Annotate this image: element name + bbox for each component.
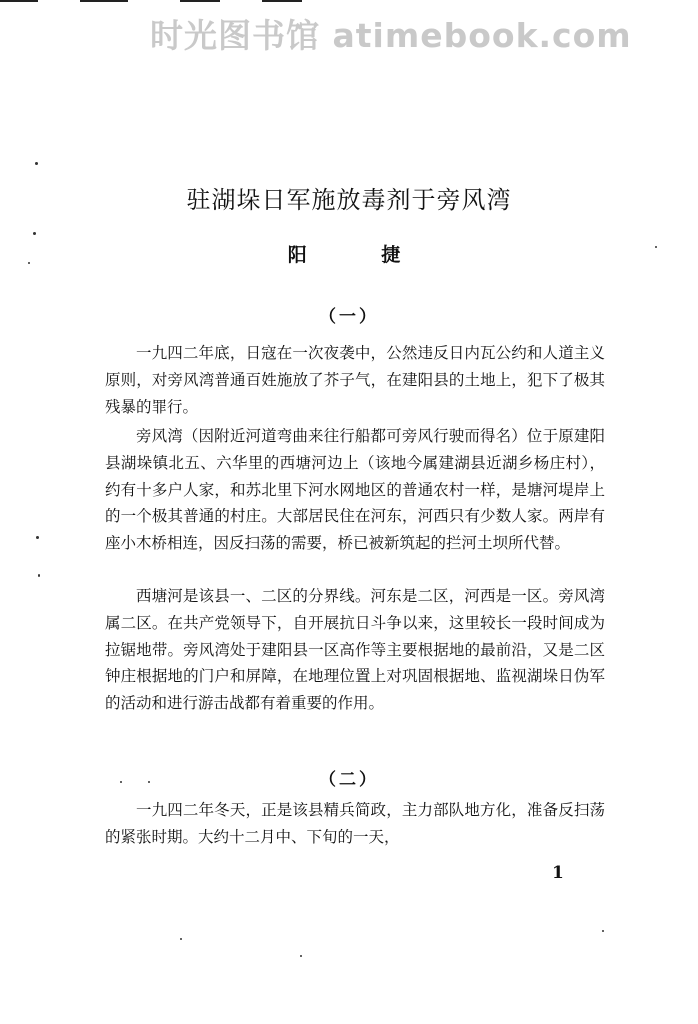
scan-speck (35, 162, 38, 165)
scan-speck (602, 930, 604, 932)
edge-mark (180, 0, 220, 2)
paragraph: 旁风湾（因附近河道弯曲来往行船都可旁风行驶而得名）位于原建阳县湖垛镇北五、六华里的西塘河边上（该地今属建湖县近湖乡杨庄村），约有十多户人家，和苏北里下河水网地区的普通农村一样，是塘河堤岸上的一个极其普通的村庄。大部居民住在河东，河西只有少数人家。两岸有座小木桥相连，因反扫荡的需要，桥已被新筑起的拦河土坝所代替。 (105, 427, 605, 553)
section-heading-1: （一） (319, 307, 379, 327)
page-number: 1 (552, 863, 564, 883)
paragraph: 一九四二年底，日寇在一次夜袭中，公然违反日内瓦公约和人道主义原则，对旁风湾普通百姓施放了芥子气，在建阳县的土地上，犯下了极其残暴的罪行。 (105, 344, 605, 416)
article-title: 驻湖垛日军施放毒剂于旁风湾 (186, 186, 512, 214)
scan-speck (655, 246, 657, 248)
scan-speck (148, 781, 150, 783)
article-author: 阳 捷 (287, 244, 435, 266)
scan-speck (300, 955, 302, 957)
paragraph: 一九四二年冬天，正是该县精兵简政，主力部队地方化，准备反扫荡的紧张时期。大约十二月中、下旬的一天， (105, 801, 605, 846)
edge-mark (0, 0, 38, 2)
watermark: 时光图书馆 atimebook.com (150, 16, 632, 55)
paragraph: 西塘河是该县一、二区的分界线。河东是二区，河西是一区。旁风湾属二区。在共产党领导下，自开展抗日斗争以来，这里较长一段时间成为拉锯地带。旁风湾处于建阳县一区高作等主要根据地的最前沿，又是二区钟庄根据地的门户和屏障，在地理位置上对巩固根据地、监视湖垛日伪军的活动和进行游击战都有着重要的作用。 (105, 587, 605, 713)
scan-speck (38, 574, 40, 577)
edge-mark (262, 0, 302, 2)
scan-speck (28, 262, 30, 264)
scan-speck (180, 938, 182, 940)
scan-speck (120, 781, 122, 783)
scan-speck (33, 232, 36, 235)
edge-mark (80, 0, 128, 2)
section-heading-2: （二） (319, 770, 379, 790)
scan-speck (36, 536, 39, 539)
